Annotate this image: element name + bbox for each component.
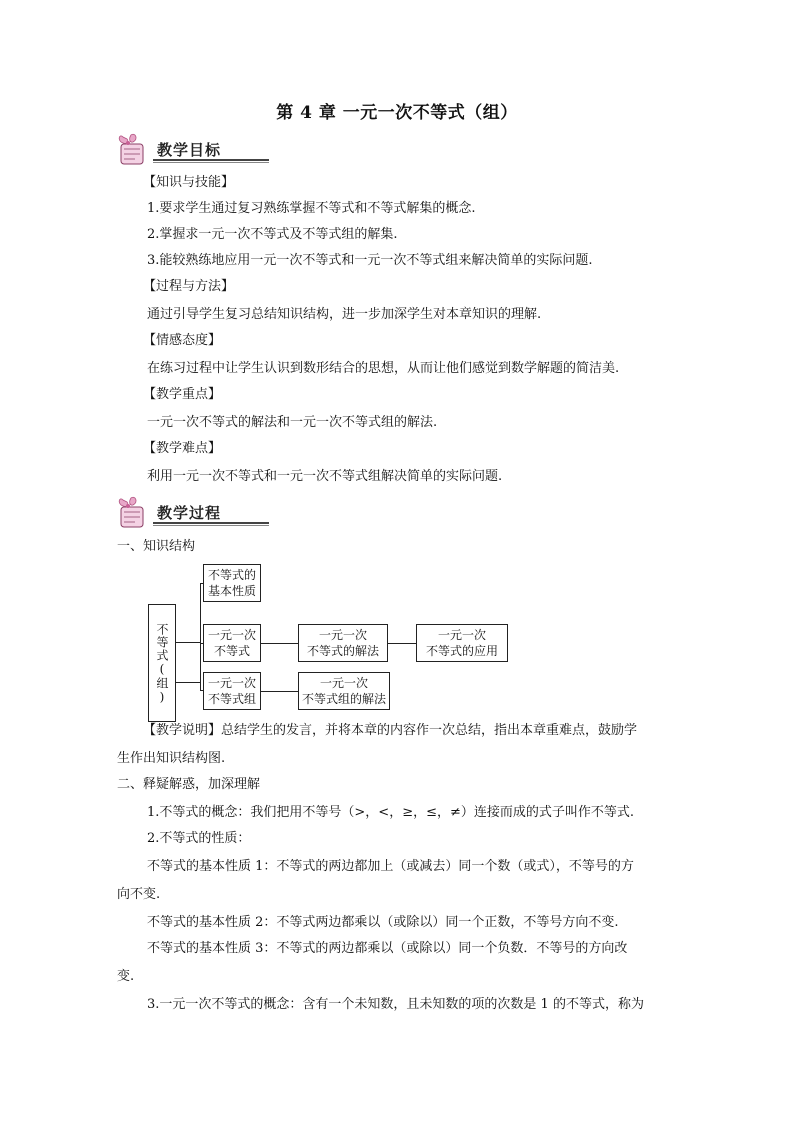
wire (200, 583, 201, 691)
wire (176, 682, 200, 683)
diagram-box-linear-inequality (203, 624, 261, 662)
diagram-box-inequality-application (416, 624, 508, 662)
property-2: 不等式的基本性质 2：不等式两边都乘以（或除以）同一个正数，不等号方向不变. (147, 915, 619, 930)
page-title: 第 4 章 一元一次不等式（组） (276, 103, 518, 123)
diagram-box-system-solving (298, 672, 390, 710)
keypoint-heading: 【教学重点】 (143, 387, 222, 402)
knowledge-heading: 【知识与技能】 (143, 175, 235, 190)
box-line: 不等式的 (207, 568, 256, 582)
wire (176, 642, 200, 643)
knowledge-item-2: 2.掌握求一元一次不等式及不等式组的解集. (147, 227, 398, 242)
property-3-line-1: 不等式的基本性质 3：不等式的两边都乘以（或除以）同一个负数．不等号的方向改 (147, 941, 628, 956)
keypoint-text: 一元一次不等式的解法和一元一次不等式组的解法. (147, 415, 438, 430)
knowledge-item-3: 3.能较熟练地应用一元一次不等式和一元一次不等式组来解决简单的实际问题. (147, 253, 593, 268)
concept-3: 3.一元一次不等式的概念：含有一个未知数，且未知数的项的次数是 1 的不等式，称为 (147, 997, 644, 1012)
box-line: 一元一次 (319, 676, 368, 690)
wire (261, 643, 298, 644)
method-heading: 【过程与方法】 (143, 279, 235, 294)
section-rule-thin (153, 525, 269, 526)
box-line: 不等式组 (207, 692, 256, 706)
emotion-text: 在练习过程中让学生认识到数形结合的思想，从而让他们感觉到数学解题的简洁美. (147, 361, 620, 376)
diagram-root-box (148, 604, 176, 722)
section-title-goals: 教学目标 (157, 141, 222, 159)
concept-2: 2.不等式的性质： (147, 831, 251, 846)
box-line: 一元一次 (207, 676, 256, 690)
box-line: 不等式的应用 (425, 644, 498, 658)
wire (388, 643, 416, 644)
box-line: 不等式的解法 (306, 644, 379, 658)
section-rule (153, 159, 269, 161)
section-title-process: 教学过程 (157, 504, 222, 522)
property-1-line-1: 不等式的基本性质 1：不等式的两边都加上（或减去）同一个数（或式），不等号的方 (147, 859, 634, 874)
property-1-line-2: 向不变. (117, 887, 161, 902)
bow-bag-icon (117, 133, 153, 167)
box-line: 一元一次 (207, 628, 256, 642)
section-rule (153, 522, 269, 524)
property-3-line-2: 变. (117, 969, 135, 984)
teaching-note-line-2: 生作出知识结构图. (117, 751, 226, 766)
concept-1: 1.不等式的概念：我们把用不等号（>，<，≥，≤，≠）连接而成的式子叫作不等式. (147, 805, 634, 820)
section-header-process (117, 496, 257, 530)
box-line: 一元一次 (437, 628, 486, 642)
bow-bag-icon (117, 496, 153, 530)
section-header-goals (117, 133, 257, 167)
diagram-box-inequality-solving (298, 624, 388, 662)
difficulty-text: 利用一元一次不等式和一元一次不等式组解决简单的实际问题. (147, 469, 503, 484)
knowledge-item-1: 1.要求学生通过复习熟练掌握不等式和不等式解集的概念. (147, 201, 476, 216)
box-line: 不等式 (213, 644, 250, 658)
diagram-box-basic-properties (203, 564, 261, 602)
box-line: 基本性质 (207, 584, 256, 598)
teaching-note-line-1: 【教学说明】总结学生的发言，并将本章的内容作一次总结，指出本章重难点，鼓励学 (143, 723, 638, 738)
wire (261, 691, 298, 692)
part-1-heading: 一、知识结构 (117, 539, 196, 554)
section-rule-thin (153, 162, 269, 163)
emotion-heading: 【情感态度】 (143, 333, 222, 348)
method-text: 通过引导学生复习总结知识结构，进一步加深学生对本章知识的理解. (147, 307, 542, 322)
box-line: 不等式组的解法 (301, 692, 386, 706)
diagram-root-text: 不等式(组) (155, 623, 169, 705)
diagram-box-inequality-system (203, 672, 261, 710)
part-2-heading: 二、释疑解惑，加深理解 (117, 777, 261, 792)
difficulty-heading: 【教学难点】 (143, 441, 222, 456)
box-line: 一元一次 (318, 628, 367, 642)
diagram-root-label (149, 611, 175, 717)
